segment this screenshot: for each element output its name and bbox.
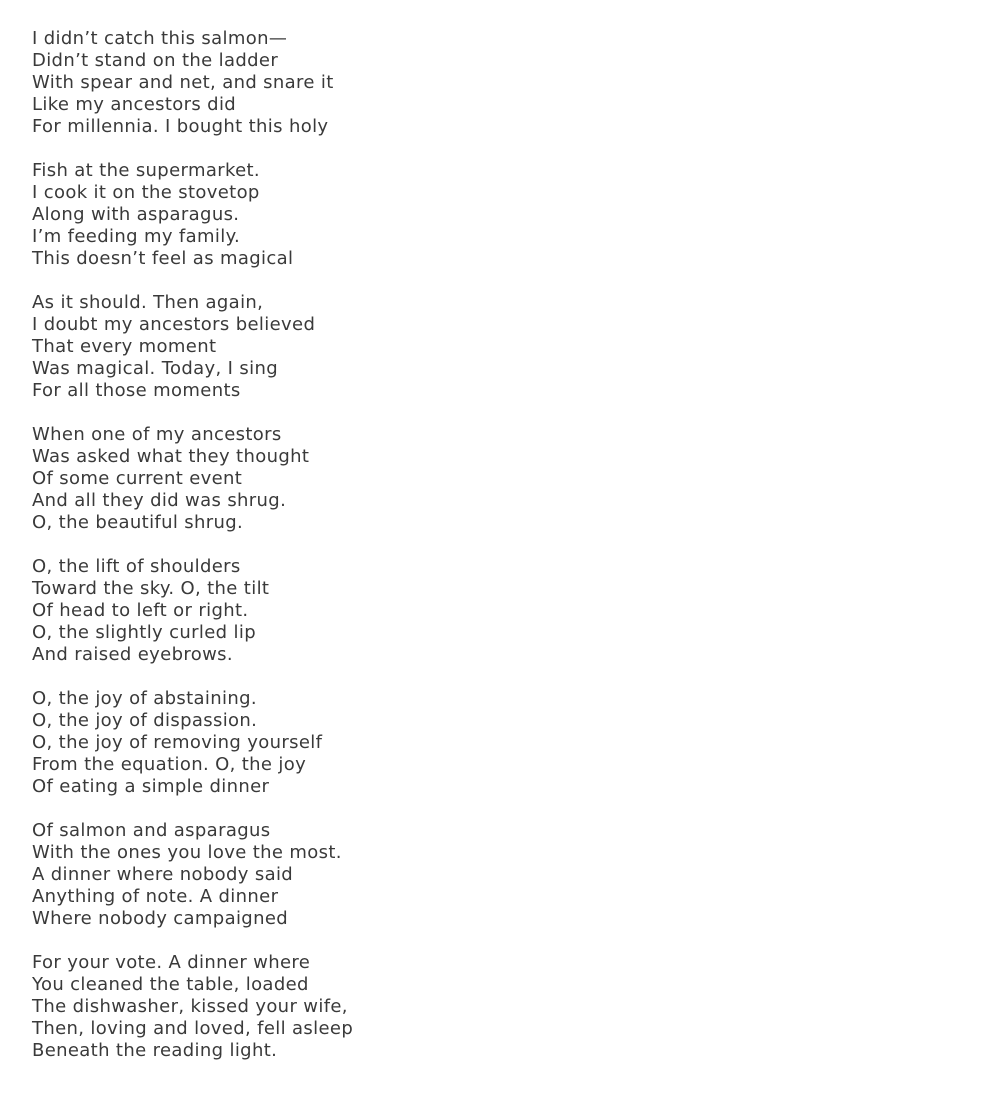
poem-line: Of some current event [32, 468, 243, 489]
stanza-8 [32, 952, 353, 1062]
poem-line: Like my ancestors did [32, 94, 237, 115]
stanza-5 [32, 556, 353, 666]
poem-line: For all those moments [32, 380, 241, 401]
poem-line: Of eating a simple dinner [32, 776, 270, 797]
poem-line: The dishwasher, kissed your wife, [32, 996, 348, 1017]
poem-line: Along with asparagus. [32, 204, 240, 225]
poem-text [32, 28, 353, 1062]
poem-line: I cook it on the stovetop [32, 182, 260, 203]
poem-line: As it should. Then again, [32, 292, 264, 313]
poem-line: Then, loving and loved, fell asleep [32, 1018, 354, 1039]
poem-line: Was magical. Today, I sing [32, 358, 278, 379]
poem-line: I’m feeding my family. [32, 226, 241, 247]
stanza-4 [32, 424, 353, 534]
poem-line: O, the lift of shoulders [32, 556, 241, 577]
poem-line: Fish at the supermarket. [32, 160, 260, 181]
poem-line: Didn’t stand on the ladder [32, 50, 279, 71]
poem-line: O, the joy of dispassion. [32, 710, 258, 731]
poem-line: This doesn’t feel as magical [32, 248, 294, 269]
poem-line: Was asked what they thought [32, 446, 310, 467]
stanza-3 [32, 292, 353, 402]
poem-line: Beneath the reading light. [32, 1040, 278, 1061]
poem-line: And all they did was shrug. [32, 490, 287, 511]
poem-line: O, the slightly curled lip [32, 622, 256, 643]
poem-line: A dinner where nobody said [32, 864, 294, 885]
poem-line: From the equation. O, the joy [32, 754, 307, 775]
poem-line: Of salmon and asparagus [32, 820, 271, 841]
poem-line: When one of my ancestors [32, 424, 282, 445]
poem-line: I doubt my ancestors believed [32, 314, 316, 335]
stanza-1 [32, 28, 353, 138]
poem-line: And raised eyebrows. [32, 644, 233, 665]
poem-line: That every moment [32, 336, 217, 357]
poem-line: With spear and net, and snare it [32, 72, 334, 93]
poem-line: O, the joy of removing yourself [32, 732, 323, 753]
stanza-2 [32, 160, 353, 270]
poem-line: Anything of note. A dinner [32, 886, 279, 907]
poem-line: With the ones you love the most. [32, 842, 342, 863]
poem-line: Where nobody campaigned [32, 908, 289, 929]
poem-line: For your vote. A dinner where [32, 952, 311, 973]
poem-line: I didn’t catch this salmon— [32, 28, 288, 49]
poem-line: Of head to left or right. [32, 600, 249, 621]
poem-line: O, the joy of abstaining. [32, 688, 257, 709]
poem-line: Toward the sky. O, the tilt [32, 578, 270, 599]
stanza-6 [32, 688, 353, 798]
poem-line: For millennia. I bought this holy [32, 116, 329, 137]
poem-line: O, the beautiful shrug. [32, 512, 244, 533]
stanza-7 [32, 820, 353, 930]
poem-line: You cleaned the table, loaded [32, 974, 309, 995]
